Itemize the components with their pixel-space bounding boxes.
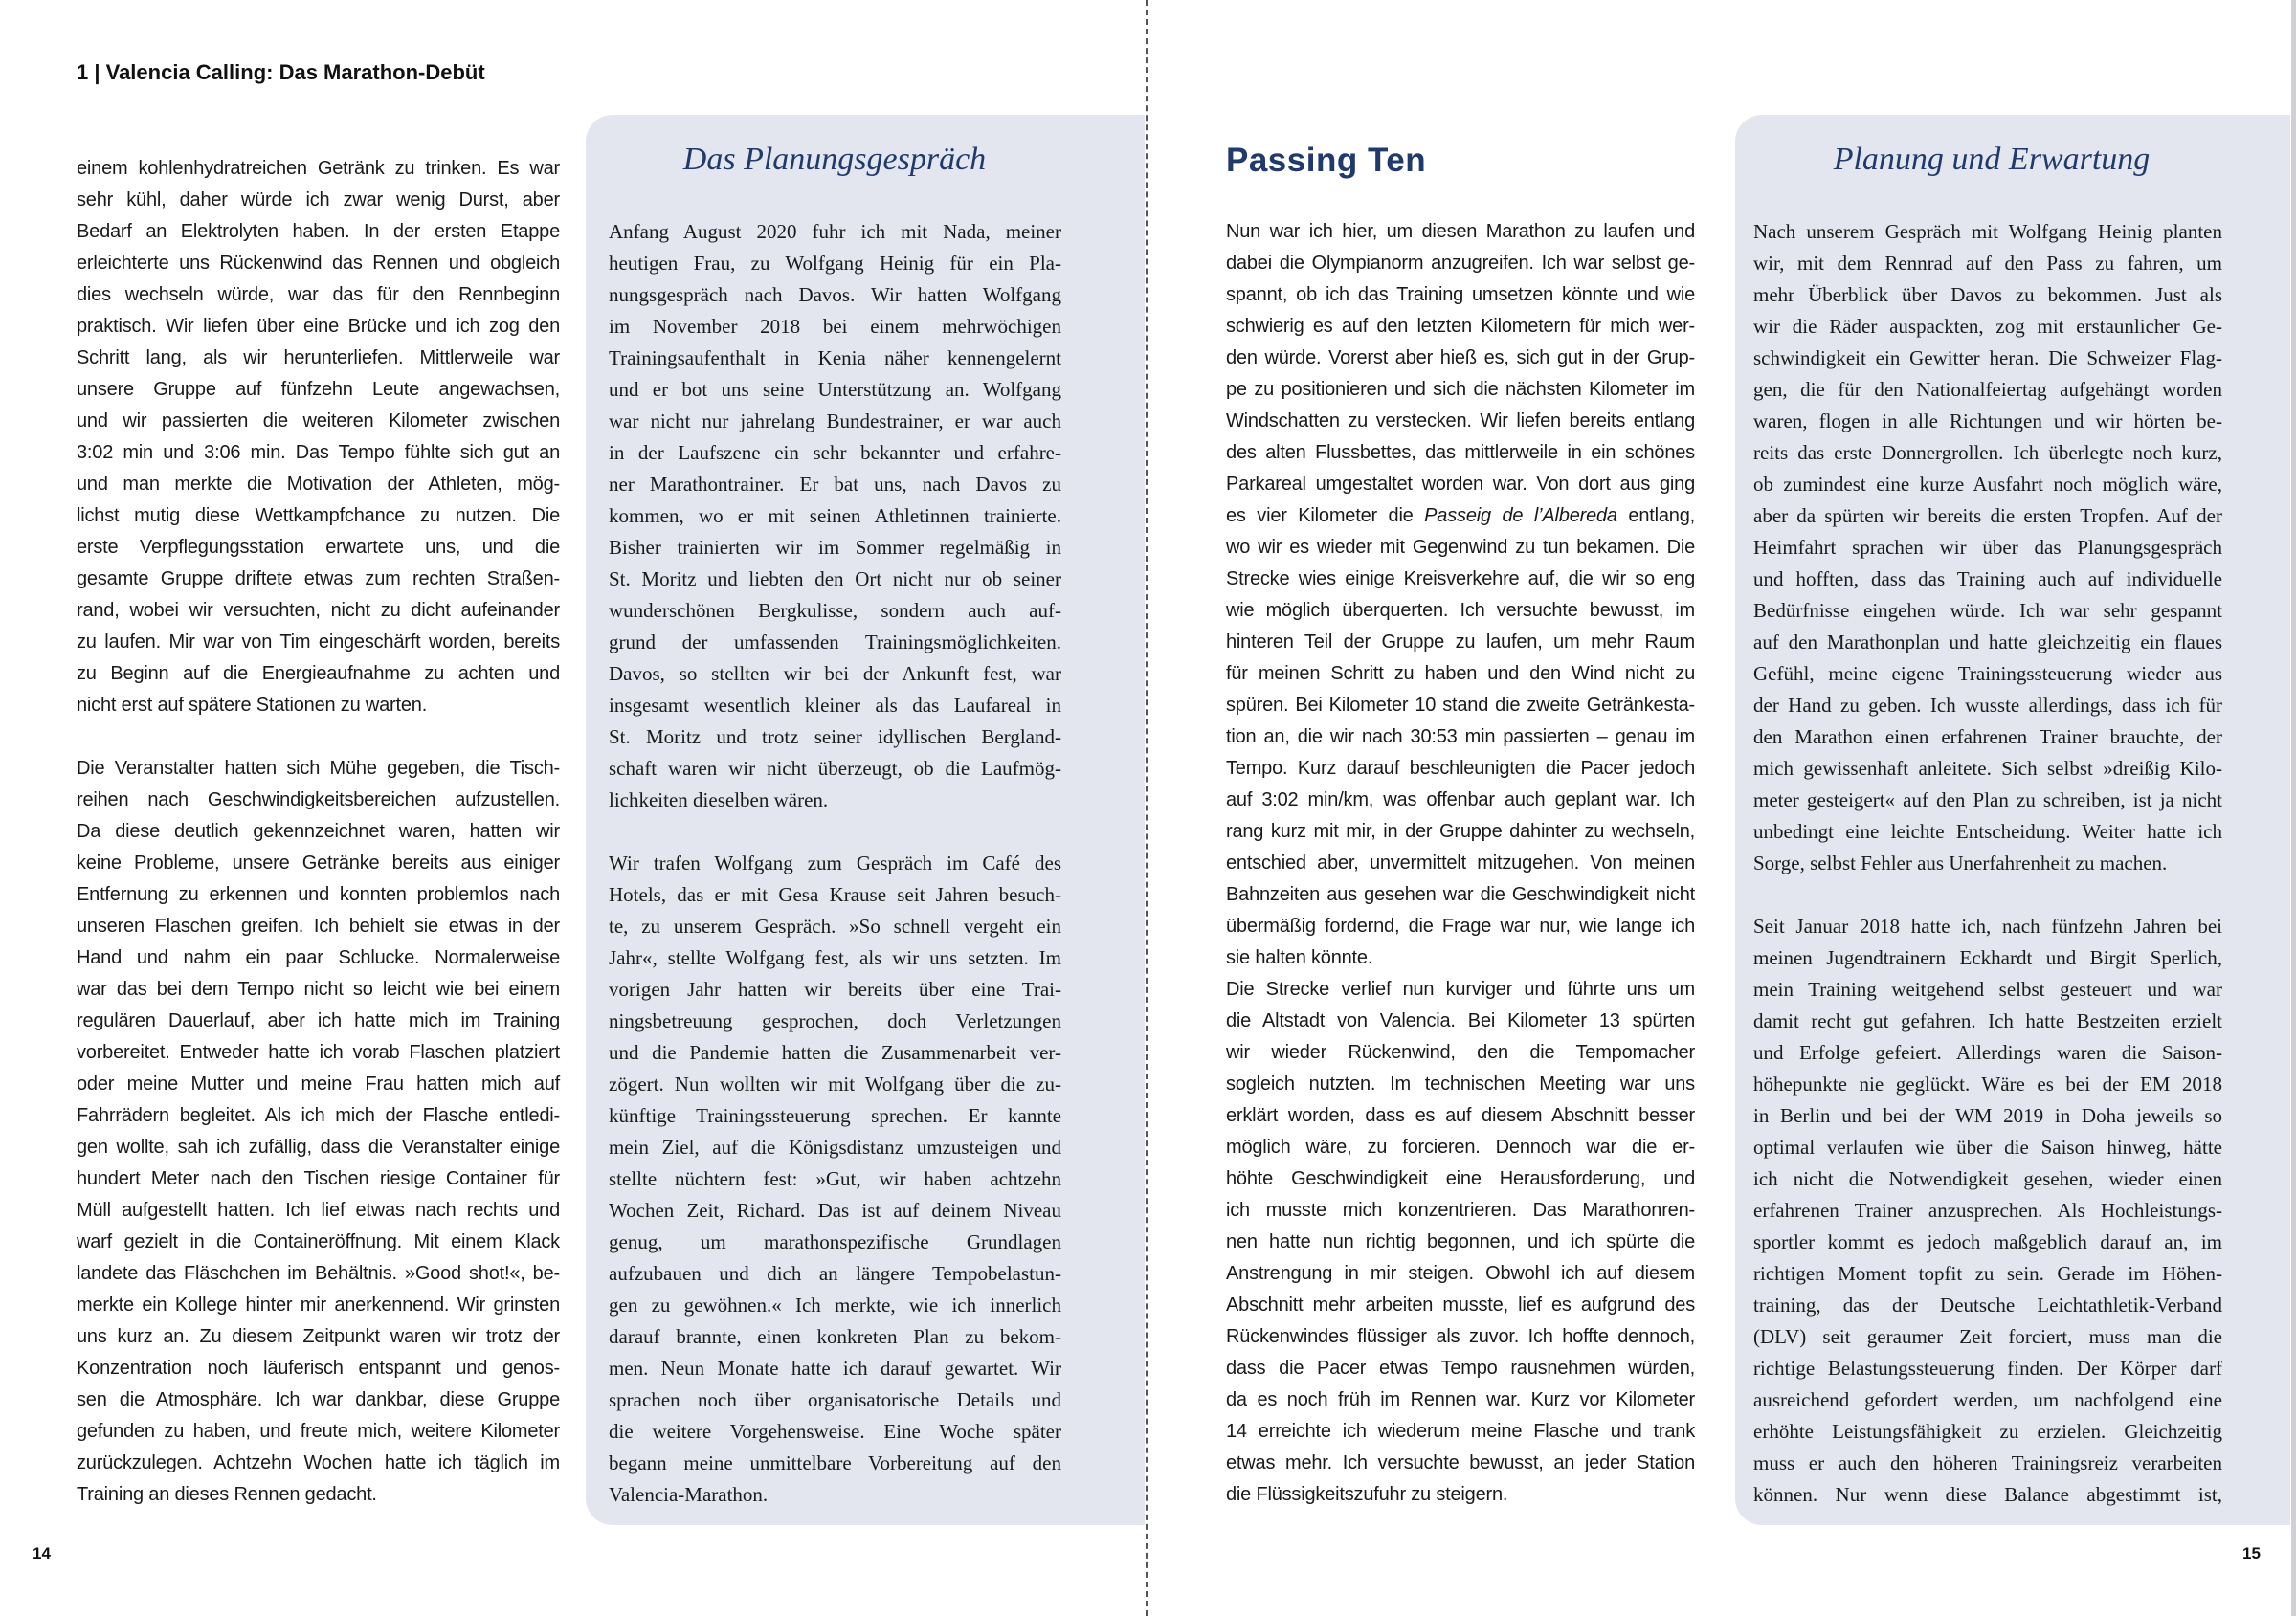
section-heading: Passing Ten — [1226, 142, 1427, 179]
text-line: nungsgespräch nach Davos. Wir hatten Wolfgang — [609, 283, 1061, 306]
text-span: es vier Kilometer die — [1226, 505, 1425, 526]
page-number-right: 15 — [2242, 1544, 2261, 1562]
text-line: Anfang August 2020 fuhr ich mit Nada, meiner — [609, 220, 1061, 243]
text-line: Bedürfnisse eingehen würde. Ich war sehr gespannt — [1753, 599, 2222, 622]
text-line: erleichterte uns Rückenwind das Rennen und obgleich — [77, 253, 560, 274]
text-line: training, das der Deutsche Leichtathletik-Verband — [1753, 1294, 2222, 1317]
text-line: begann meine unmittelbare Vorbereitung auf den — [609, 1451, 1061, 1474]
text-line: sen die Atmosphäre. Ich war dankbar, diese Gruppe — [77, 1389, 560, 1410]
text-line: wie möglich überquerten. Ich versuchte bewusst, im — [1226, 600, 1695, 621]
text-line: schwierig es auf den letzten Kilometern für mich wer- — [1226, 316, 1695, 337]
text-line: oder meine Mutter und meine Frau hatten mich auf — [77, 1074, 560, 1095]
text-line: dies wechseln würde, war das für den Rennbeginn — [77, 284, 560, 305]
paragraph — [1226, 974, 1695, 1511]
text-line: die Flüssigkeitszufuhr zu steigern. — [1226, 1484, 1508, 1505]
text-line: war nicht nur jahrelang Bundestrainer, er war auch — [609, 410, 1061, 432]
text-line: spüren. Bei Kilometer 10 stand die zweite Getränkesta- — [1226, 695, 1695, 716]
text-line: sie halten könnte. — [1226, 947, 1373, 968]
text-line: schaft waren wir nicht überzeugt, ob die Laufmög- — [609, 757, 1061, 780]
text-line: der Hand zu geben. Ich wusste allerdings, dass ich für — [1753, 694, 2222, 717]
text-line: möglich wäre, zu forcieren. Dennoch war die er- — [1226, 1137, 1695, 1158]
text-line: Trainingsaufenthalt in Kenia näher kennengelernt — [609, 346, 1061, 369]
text-line: Parkareal umgestaltet worden war. Von dort aus ging — [1226, 474, 1695, 495]
text-line: wir, mit dem Rennrad auf den Pass zu fahren, um — [1753, 252, 2222, 275]
text-line: im November 2018 bei einem mehrwöchigen — [609, 315, 1061, 338]
text-line: höhepunkte nie geglückt. Wäre es bei der EM 2018 — [1753, 1073, 2222, 1096]
text-line: ausreichend gefordert werden, um nachfolgend eine — [1753, 1388, 2222, 1411]
text-line: zu Beginn auf die Energieaufnahme zu achten und — [77, 663, 560, 684]
text-line: genug, um marathonspezifische Grundlagen — [609, 1230, 1061, 1253]
text-line: ich nicht die Notwendigkeit gesehen, wieder einen — [1753, 1167, 2222, 1190]
text-line: entschied aber, unvermittelt mitzugehen. Von meinen — [1226, 852, 1695, 874]
text-line: regulären Dauerlauf, aber ich hatte mich im Training — [77, 1010, 560, 1031]
text-line: höhte Geschwindigkeit eine Herausforderung, und — [1226, 1168, 1695, 1189]
paragraph — [1226, 216, 1695, 974]
text-line: lichkeiten dieselben wären. — [609, 788, 829, 811]
text-line: richtigen Moment topfit zu sein. Gerade im Höhen- — [1753, 1262, 2222, 1285]
text-line: mein Training weitgehend selbst gesteuert und war — [1753, 978, 2222, 1001]
text-line: Gefühl, meine eigene Trainingssteuerung wieder aus — [1753, 662, 2222, 685]
text-line: Valencia-Marathon. — [609, 1483, 769, 1506]
text-line: darauf brannte, einen konkreten Plan zu bekom- — [609, 1325, 1061, 1348]
text-line: den würde. Vorerst aber hieß es, sich gut in der Grup- — [1226, 347, 1695, 368]
page-gutter-divider — [1146, 0, 1148, 1616]
text-line: Nun war ich hier, um diesen Marathon zu laufen und — [1226, 221, 1695, 242]
text-line: Fahrrädern begleitet. Als ich mich der Flasche entledi- — [77, 1105, 560, 1126]
text-line: Windschatten zu verstecken. Wir liefen bereits entlang — [1226, 410, 1695, 432]
text-line: sogleich nutzten. Im technischen Meeting war uns — [1226, 1074, 1695, 1095]
text-line: landete das Fläschchen im Behältnis. »Good shot!«, be- — [77, 1263, 560, 1284]
text-line: die weitere Vorgehensweise. Eine Woche später — [609, 1420, 1061, 1443]
text-line: Rückenwindes flüssiger als zuvor. Ich hoffte dennoch, — [1226, 1326, 1695, 1347]
text-line: erhöhte Leistungsfähigkeit zu erzielen. Gleichzeitig — [1753, 1420, 2222, 1443]
text-line: erfahrenen Trainer anzusprechen. Als Hochleistungs- — [1753, 1199, 2222, 1222]
text-line: wir wieder Rückenwind, den die Tempomacher — [1226, 1042, 1695, 1063]
text-line: und er bot uns seine Unterstützung an. Wolfgang — [609, 378, 1061, 401]
text-line: kommen, wo er mit seinen Athletinnen trainierte. — [609, 504, 1061, 527]
text-line: stellte nüchtern fest: »Gut, wir haben achtzehn — [609, 1167, 1061, 1190]
paragraph — [1753, 216, 2222, 879]
box-heading: Das Planungsgespräch — [682, 142, 987, 177]
text-line: da es noch früh im Rennen war. Kurz vor Kilometer — [1226, 1389, 1695, 1410]
text-line: war das bei dem Tempo nicht so leicht wie bei einem — [77, 979, 560, 1000]
text-line: dabei die Olympianorm anzugreifen. Ich war selbst ge- — [1226, 253, 1695, 274]
text-line: ningsbetreuung gesprochen, doch Verletzungen — [609, 1009, 1061, 1032]
text-line: reits das erste Donnergrollen. Ich überlegte noch kurz, — [1753, 441, 2222, 464]
text-line: den Marathon einen erfahrenen Trainer brauchte, der — [1753, 725, 2222, 748]
text-line: Müll aufgestellt hatten. Ich lief etwas nach rechts und — [77, 1200, 560, 1221]
text-line: künftige Trainingssteuerung sprechen. Er kannte — [609, 1104, 1061, 1127]
paragraph — [77, 153, 560, 721]
text-line: hinteren Teil der Gruppe zu laufen, um mehr Raum — [1226, 631, 1695, 653]
text-line: Heimfahrt sprachen wir über das Planungsgespräch — [1753, 536, 2222, 559]
text-line: Nach unserem Gespräch mit Wolfgang Heinig planten — [1753, 220, 2222, 243]
text-line: sportler kommt es jedoch maßgeblich darauf an, im — [1753, 1230, 2222, 1253]
text-line: nicht erst auf spätere Stationen zu warten. — [77, 695, 428, 716]
text-line: St. Moritz und liebten den Ort nicht nur ob seiner — [609, 567, 1061, 590]
text-line: Abschnitt mehr arbeiten musste, lief es aufgrund des — [1226, 1295, 1695, 1316]
body-column-right — [1226, 216, 1695, 1511]
text-line: und die Pandemie hatten die Zusammenarbeit ver- — [609, 1041, 1061, 1064]
text-line: spannt, ob ich das Training umsetzen könnte und wie — [1226, 284, 1695, 305]
text-line: mein Ziel, auf die Königsdistanz umzusteigen und — [609, 1136, 1061, 1159]
text-line: Sorge, selbst Fehler aus Unerfahrenheit zu machen. — [1753, 852, 2168, 874]
page-edge — [2291, 0, 2296, 1616]
text-line: des alten Flussbettes, das mittlerweile in ein schönes — [1226, 442, 1695, 463]
text-line: damit recht gut gefahren. Ich hatte Bestzeiten erzielt — [1753, 1009, 2222, 1032]
text-line: Entfernung zu erkennen und konnten problemlos nach — [77, 884, 560, 905]
text-line: Tempo. Kurz darauf beschleunigten die Pacer jedoch — [1226, 758, 1695, 779]
text-line: meter gesteigert« auf den Plan zu schreiben, ist ja nicht — [1753, 788, 2222, 811]
text-line: und Erfolge gefeiert. Allerdings waren die Saison- — [1753, 1041, 2222, 1064]
text-line: Training an dieses Rennen gedacht. — [77, 1484, 377, 1505]
text-line: (DLV) seit geraumer Zeit forciert, muss man die — [1753, 1325, 2222, 1348]
text-line: heutigen Frau, zu Wolfgang Heinig für ein Pla- — [609, 252, 1061, 275]
text-line: praktisch. Wir liefen über eine Brücke und ich zog den — [77, 316, 560, 337]
text-line: pe zu positionieren und sich die nächsten Kilometer im — [1226, 379, 1695, 400]
text-line: gen wollte, sah ich zufällig, dass die Veranstalter einige — [77, 1137, 560, 1158]
text-line: schwindigkeit ein Gewitter heran. Die Schweizer Flag- — [1753, 346, 2222, 369]
text-line: Da diese deutlich gekennzeichnet waren, hatten wir — [77, 821, 560, 842]
text-line: auf 3:02 min/km, was offenbar auch geplant war. Ich — [1226, 789, 1695, 810]
text-line: ich musste mich konzentrieren. Das Marathonren- — [1226, 1200, 1695, 1221]
text-line: ner Marathontrainer. Er bat uns, nach Davos zu — [609, 473, 1061, 496]
text-line: unseren Flaschen greifen. Ich behielt sie etwas in der — [77, 916, 560, 937]
text-line: hundert Meter nach den Tischen riesige Container für — [77, 1168, 560, 1189]
text-line: grund der umfassenden Trainingsmöglichkeiten. — [609, 631, 1061, 653]
box-text — [609, 216, 1061, 1542]
box-text — [1753, 216, 2222, 1542]
text-line: meinen Jugendtrainern Eckhardt und Birgit Sperlich, — [1753, 946, 2222, 969]
text-line: sehr kühl, daher würde ich zwar wenig Durst, aber — [77, 189, 560, 210]
text-line: Strecke wies einige Kreisverkehre auf, die wir so eng — [1226, 568, 1695, 589]
text-line: Seit Januar 2018 hatte ich, nach fünfzehn Jahren bei — [1753, 915, 2222, 938]
text-line: wunderschönen Bergkulisse, sondern auch auf- — [609, 599, 1061, 622]
text-line: etwas mehr. Ich versuchte bewusst, an jeder Station — [1226, 1452, 1695, 1473]
text-line: auf den Marathonplan und hatte gleichzeitig ein flaues — [1753, 631, 2222, 653]
text-line: rand, wobei wir versuchten, nicht zu dicht aufeinander — [77, 600, 560, 621]
text-line: vorigen Jahr hatten wir bereits über eine Trai- — [609, 978, 1061, 1001]
text-line: übermäßig fordernd, die Frage war nur, wie lange ich — [1226, 916, 1695, 937]
text-line: aufzubauen und dich an längere Tempobelastun- — [609, 1262, 1061, 1285]
body-column-left — [77, 153, 560, 1542]
text-line: insgesamt wesentlich kleiner als das Laufareal in — [609, 694, 1061, 717]
text-line: vorbereitet. Entweder hatte ich vorab Flaschen platziert — [77, 1042, 560, 1063]
text-line: Die Strecke verlief nun kurviger und führte uns um — [1226, 979, 1695, 1000]
text-line: Anstrengung in mir steigen. Obwohl ich auf diesem — [1226, 1263, 1695, 1284]
text-line: Wochen Zeit, Richard. Das ist auf deinem Niveau — [609, 1199, 1061, 1222]
paragraph — [77, 753, 560, 1511]
text-line: zu laufen. Mir war von Tim eingeschärft worden, bereits — [77, 631, 560, 653]
text-line: tion an, die wir nach 30:53 min passierten – genau im — [1226, 726, 1695, 747]
text-line: merkte ein Kollege hinter mir anerkennend. Wir grinsten — [77, 1295, 560, 1316]
text-line: gesamte Gruppe driftete etwas zum rechten Straßen- — [77, 568, 560, 589]
text-line: einem kohlenhydratreichen Getränk zu trinken. Es war — [77, 158, 560, 179]
text-line: wo wir es wieder mit Gegenwind zu tun bekamen. Die — [1226, 537, 1695, 558]
text-line: lichst mutig diese Wettkampfchance zu nutzen. Die — [77, 505, 560, 526]
text-line: und man merkte die Motivation der Athleten, mög- — [77, 474, 560, 495]
text-line: dass die Pacer etwas Tempo rausnehmen würden, — [1226, 1358, 1695, 1379]
text-line: wir die Räder auspackten, zog mit erstaunlicher Ge- — [1753, 315, 2222, 338]
text-line: gen zu gewöhnen.« Ich merkte, wie ich innerlich — [609, 1294, 1061, 1317]
text-line: Die Veranstalter hatten sich Mühe gegeben, die Tisch- — [77, 758, 560, 779]
text-line: zögert. Nun wollten wir mit Wolfgang über die zu- — [609, 1073, 1061, 1096]
italic-place-name: Passeig de l’Albereda — [1424, 505, 1617, 526]
text-line: Hotels, das er mit Gesa Krause seit Jahren besuch- — [609, 883, 1061, 906]
text-line: mich gewissenhaft anleitete. Sich selbst »dreißig Kilo- — [1753, 757, 2222, 780]
text-line: und hofften, dass das Training auch auf individuelle — [1753, 567, 2222, 590]
text-line: nen hatte nun richtig begonnen, und ich spürte die — [1226, 1231, 1695, 1252]
text-line: unsere Gruppe auf fünfzehn Leute angewachsen, — [77, 379, 560, 400]
text-line: die Altstadt von Valencia. Bei Kilometer 13 spürten — [1226, 1010, 1695, 1031]
text-line: reihen nach Geschwindigkeitsbereichen aufzustellen. — [77, 789, 560, 810]
text-line: erste Verpflegungsstation erwartete uns, und die — [77, 537, 560, 558]
text-line: unbedingt eine leichte Entscheidung. Weiter hatte ich — [1753, 820, 2222, 843]
text-line: optimal verlaufen wie über die Saison hinweg, hätte — [1753, 1136, 2222, 1159]
paragraph — [1753, 911, 2222, 1511]
text-line: mehr Überblick über Davos zu bekommen. Just als — [1753, 283, 2222, 306]
text-line: Bahnzeiten aus gesehen war die Geschwindigkeit nicht — [1226, 884, 1695, 905]
text-line: men. Neun Monate hatte ich darauf gewartet. Wir — [609, 1357, 1061, 1380]
text-line: Bedarf an Elektrolyten haben. In der ersten Etappe — [77, 221, 560, 242]
running-head: 1 | Valencia Calling: Das Marathon-Debüt — [77, 60, 485, 84]
text-line: sprachen noch über organisatorische Details und — [609, 1388, 1061, 1411]
text-line: waren, flogen in alle Richtungen und wir hörten be- — [1753, 410, 2222, 432]
box-heading: Planung und Erwartung — [1833, 142, 2151, 177]
text-line: Wir trafen Wolfgang zum Gespräch im Café des — [609, 852, 1061, 874]
text-line: muss er auch den höheren Trainingsreiz verarbeiten — [1753, 1451, 2222, 1474]
text-line: ob zumindest eine kurze Ausfahrt noch möglich wäre, — [1753, 473, 2222, 496]
text-line: und wir passierten die weiteren Kilometer zwischen — [77, 410, 560, 432]
text-line: te, zu unserem Gespräch. »So schnell vergeht ein — [609, 915, 1061, 938]
page-number-left: 14 — [33, 1544, 51, 1562]
text-line: warf gezielt in die Containeröffnung. Mit einem Klack — [77, 1231, 560, 1252]
text-line: Bisher trainierten wir im Sommer regelmäßig in — [609, 536, 1061, 559]
text-line: Konzentration noch läuferisch entspannt und genos- — [77, 1358, 560, 1379]
paragraph — [609, 848, 1061, 1511]
text-line: gefunden zu haben, und freute mich, weitere Kilometer — [77, 1421, 560, 1442]
text-line: 3:02 min und 3:06 min. Das Tempo fühlte sich gut an — [77, 442, 560, 463]
text-line: St. Moritz und trotz seiner idyllischen Bergland- — [609, 725, 1061, 748]
text-line: Hand und nahm ein paar Schlucke. Normalerweise — [77, 947, 560, 968]
text-line: uns kurz an. Zu diesem Zeitpunkt waren wir trotz der — [77, 1326, 560, 1347]
text-line: Davos, so stellten wir bei der Ankunft fest, war — [609, 662, 1061, 685]
text-line: in Berlin und bei der WM 2019 in Doha jeweils so — [1753, 1104, 2222, 1127]
text-line: zurückzulegen. Achtzehn Wochen hatte ich täglich im — [77, 1452, 560, 1473]
text-line: Jahr«, stellte Wolfgang fest, als wir uns setzten. Im — [609, 946, 1061, 969]
text-line: können. Nur wenn diese Balance abgestimmt ist, — [1753, 1483, 2222, 1506]
paragraph — [609, 216, 1061, 816]
text-line: in der Laufszene ein sehr bekannter und erfahre- — [609, 441, 1061, 464]
text-line: keine Probleme, unsere Getränke bereits aus einiger — [77, 852, 560, 874]
text-line — [1226, 500, 1695, 532]
text-span: entlang, — [1616, 505, 1695, 526]
text-line: richtige Belastungssteuerung finden. Der Körper darf — [1753, 1357, 2222, 1380]
text-line: aber da spürten wir bereits die ersten Tropfen. Auf der — [1753, 504, 2222, 527]
text-line: rang kurz mit mir, in der Gruppe dahinter zu wechseln, — [1226, 821, 1695, 842]
text-line: gen, die für den Nationalfeiertag aufgehängt worden — [1753, 378, 2222, 401]
text-line: für meinen Schritt zu haben und den Wind nicht zu — [1226, 663, 1695, 684]
text-line: 14 erreichte ich wiederum meine Flasche und trank — [1226, 1421, 1695, 1442]
text-line: erklärt worden, dass es auf diesem Abschnitt besser — [1226, 1105, 1695, 1126]
text-line: Schritt lang, als wir herunterliefen. Mittlerweile war — [77, 347, 560, 368]
